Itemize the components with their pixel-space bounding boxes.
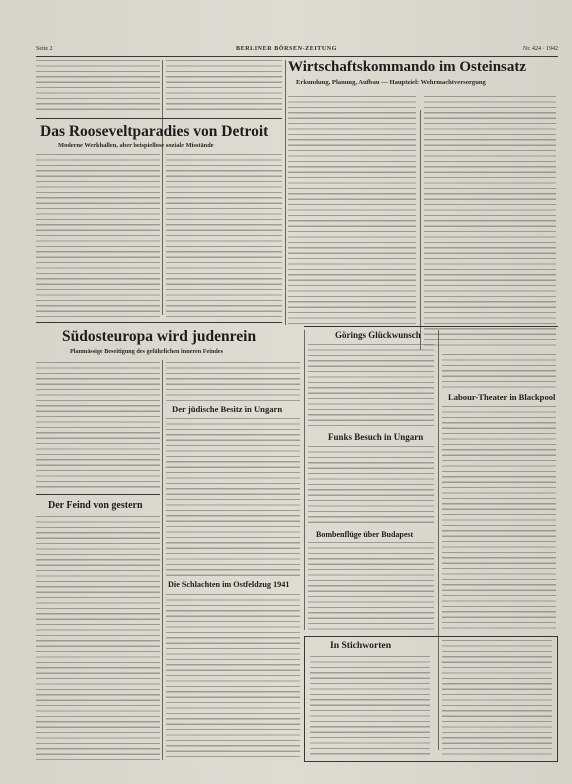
article-text <box>166 418 300 576</box>
article-text <box>310 656 430 756</box>
article-text <box>166 594 300 760</box>
article-text <box>308 446 434 526</box>
headline-stichworten: In Stichworten <box>330 640 392 651</box>
section-rule <box>36 118 282 119</box>
headline-suedosteuropa: Südosteuropa wird judenrein <box>62 328 257 345</box>
article-text <box>36 60 160 112</box>
section-rule <box>304 326 558 327</box>
headline-juedische: Der jüdische Besitz in Ungarn <box>172 404 283 414</box>
column-rule <box>285 60 286 325</box>
newspaper-title: BERLINER BÖRSEN-ZEITUNG <box>236 46 337 52</box>
page-number: Seite 2 <box>36 46 53 52</box>
headline-funk: Funks Besuch in Ungarn <box>328 432 424 442</box>
headline-feind: Der Feind von gestern <box>48 500 143 511</box>
column-rule <box>420 110 421 350</box>
headline-goering: Görings Glückwunsch <box>335 330 421 340</box>
article-text <box>308 344 434 428</box>
article-text <box>442 406 556 632</box>
column-rule <box>162 60 163 315</box>
headline-labour: Labour-Theater in Blackpool <box>448 392 556 402</box>
article-text <box>36 362 160 490</box>
subhead-suedosteuropa: Planmässige Beseitigung des gefährlichen inneren Feindes <box>70 348 224 355</box>
article-text <box>424 96 556 350</box>
headline-bomben: Bombenflüge über Budapest <box>316 530 414 539</box>
article-text <box>36 154 160 318</box>
subhead-osteinsatz: Erkundung, Planung, Aufbau — Hauptziel: Wehrmachtversorgung <box>296 79 486 86</box>
headline-osteinsatz: Wirtschaftskommando im Osteinsatz <box>288 59 527 75</box>
article-text <box>166 154 282 318</box>
article-text <box>308 542 434 632</box>
section-rule <box>36 494 160 495</box>
page-header <box>36 44 558 57</box>
article-text <box>442 640 552 756</box>
section-rule <box>36 322 282 323</box>
article-text <box>166 362 300 402</box>
column-rule <box>304 330 305 630</box>
article-text <box>36 516 160 760</box>
column-rule <box>162 360 163 760</box>
article-text <box>442 354 556 388</box>
subhead-detroit: Moderne Werkhallen, aber beispiellose soziale Misstände <box>58 142 214 149</box>
headline-detroit: Das Rooseveltparadies von Detroit <box>40 123 269 140</box>
headline-schlachten: Die Schlachten im Ostfeldzug 1941 <box>168 580 290 589</box>
article-text <box>166 60 282 112</box>
issue-number: Nr. 424 · 1942 <box>523 46 558 52</box>
article-text <box>288 96 416 326</box>
